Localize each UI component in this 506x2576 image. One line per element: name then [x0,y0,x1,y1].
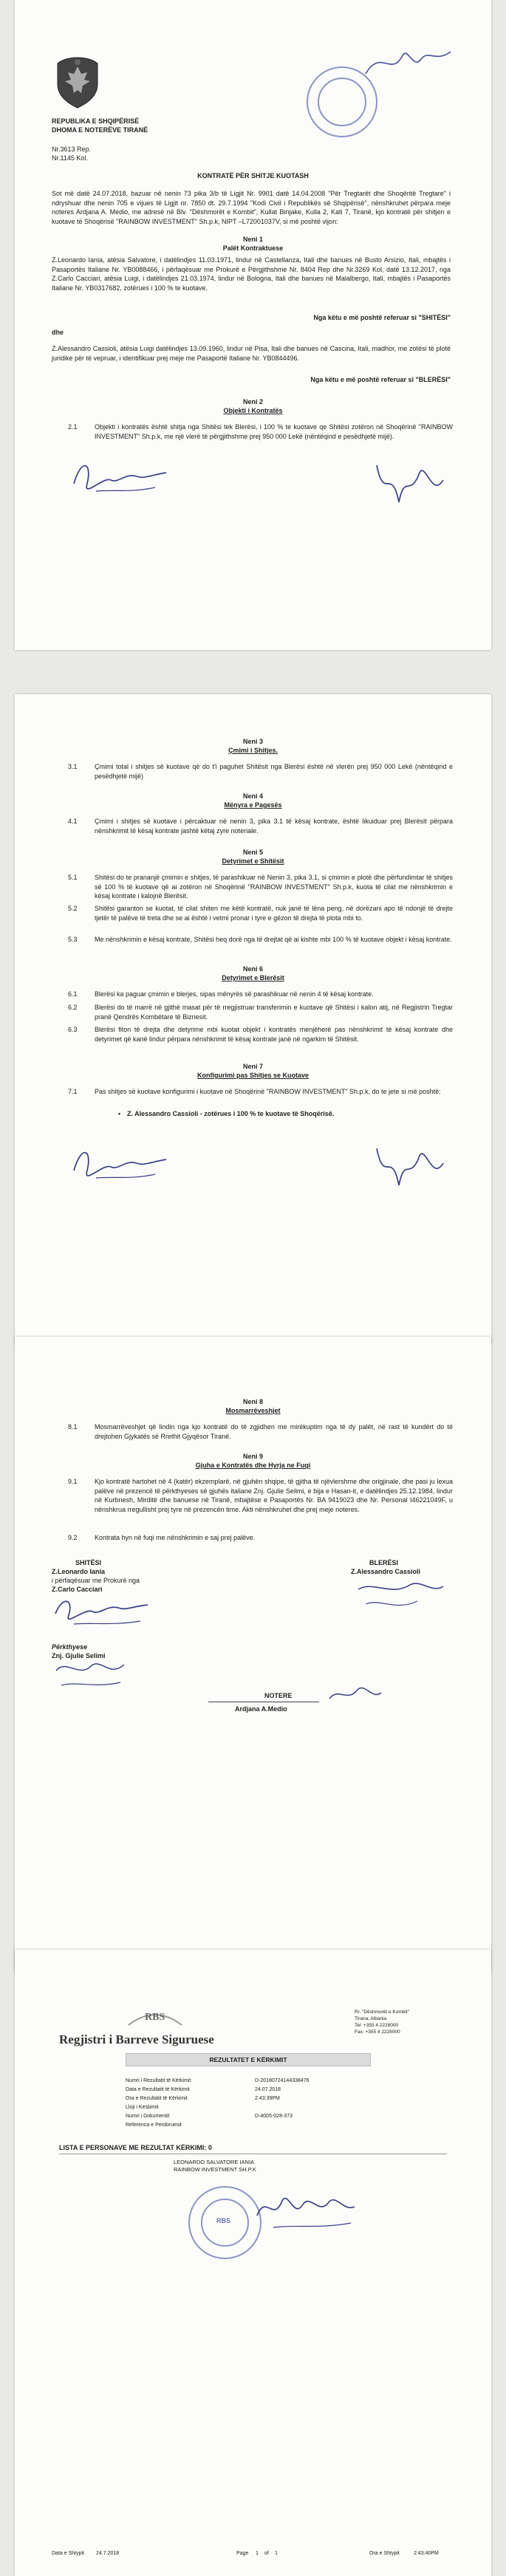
address-line: Rr. "Dëshmorët e Kombit" [355,2010,409,2015]
buyer-reference: Nga këtu e më poshtë referuar si "BLERËSI" [310,376,451,383]
clause-2-1-number: 2.1 [68,423,78,431]
party-seller-description: Z.Leonardo Iania, atësia Salvatore, i datëlindjes 11.03.1971, lindur në Castellanza, Itali dhe banues në Busto Arsizio, Itali, mbajtës i Pasaportës Italiane Nr. YB0088466, i përfaqësuar me Prokurë e Përgjithshme Nr. 8404 Rep dhe Nr.3269 Kol, datë 13.12.2017, nga Z.Carlo Cacciari, atësia Luigi, i datëlindjes 21.03.1974, lindur në Bologna, Itali dhe banues në Malalbergo, Itali, mbajtës i Pasaportës Italiane Nr. YB0317682, zotërues i 100 % te kuotave. [52,256,451,292]
contract-page-1 [15,0,491,650]
rbs-logo-text: RBS [145,2012,165,2023]
detail-value: 24.07.2018 [255,2087,281,2092]
page-of-label: of [264,2551,269,2556]
kol-number: Nr.1145 Kol. [52,154,88,162]
rep-number: Nr.3613 Rep. [52,145,92,153]
clause-3-1-number: 3.1 [68,763,78,770]
detail-label: Referenca e Perdoruesit [126,2123,182,2128]
article-7-heading: Neni 7 [242,1063,263,1070]
search-result-details [126,2077,392,2130]
buyer-name: Z.Alessandro Cassioli [351,1568,421,1575]
detail-row [126,2121,392,2130]
article-6-heading: Neni 6 [242,965,263,973]
article-8-heading: Neni 8 [242,1398,263,1405]
print-time-label: Ora e Shtypit [369,2551,400,2556]
translator-signature [50,1656,139,1696]
clause-2-1-text: Objekti i kontratës është shitja nga Shitësi tek Blerësi, i 100 % te kuotave qe Shitësi zotëron në Shoqërinë "RAINBOW INVESTMENT" Sh.p.k, me një vlerë të përgjithshme prej 950 000 Lekë (nëntëqind e pesëdhjetë mijë). [95,423,453,440]
clause-5-1-text: Shitësi do te prananjë çmimin e shitjes, të parashikuar në Nenin 3, pika 3.1, si çmimin e plotë dhe përfundimtar të shitjes së 100 % të kuotave që ai zotëron në Shoqërinë "RAINBOW INVESTMENT" Sh.p.k, kuota të cilat me nënshkrimin e kësaj kontrate i kalojnë Blerësit. [95,874,453,900]
searched-company: RAINBOW INVESTMENT SH.P.K [174,2166,256,2173]
clause-6-3-text: Blerësi fiton të drejta dhe detyrime mbi kuotat objekt i kontratës menjëherë pas nënshkrimit të kësaj kontrate dhe detyrimet që kanë lindur përpara nënshkrimit të kësaj kontrate janë në ngarkim të Shitësit. [95,1026,453,1043]
and-connector: dhe [52,329,64,336]
detail-value: D-20180724144338476 [255,2078,310,2083]
clause-5-3-text: Me nënshkrimin e kësaj kontrate, Shitësi heq dorë nga të drejtat që ai kishte mbi 100 % të kuotave objekt i kësaj kontrate. [95,936,452,943]
clause-7-1-number: 7.1 [68,1088,78,1095]
notary-signature-top [362,41,458,85]
clause-5-1-number: 5.1 [68,874,78,881]
article-8-title: Mosmarrëveshjet [225,1407,281,1414]
detail-row [126,2112,392,2121]
contract-page-3 [15,1337,491,1972]
notary-name: Ardjana A.Medio [235,1705,287,1713]
buyer-signature-page-3 [351,1575,447,1619]
detail-label: Lloji i Kesbimit [126,2105,159,2110]
detail-row [126,2086,392,2094]
detail-label: Data e Rezultatit të Kërkimit [126,2087,190,2092]
article-1-title: Palët Kontraktuese [222,244,284,252]
contract-intro: Sot më datë 24.07.2018, bazuar në nenin 73 pika 3/b të Ligjit Nr. 9901 datë 14.04.2008 "Për Tregtarët dhe Shoqëritë Tregtare" i ndryshuar dhe nenin 705 e vijues të Ligjit nr. 7850 dt. 29.7.1994 "Kodi Civil i Republikës së Shqipërisë", nënshkruhet përpara meje noteres Ardjana A. Medio, me adresë në Blv. "Dëshmorët e Kombit", Kullat Binjake, Kulla 2, Kati 7, Tiranë, kjo kontratë për shitjen e kuotave të Shoqërisë "RAINBOW INVESTMENT" Sh.p.k, NIPT –L72001037V, si më poshtë vijon: [52,190,451,225]
page-number: 1 [256,2551,259,2556]
clause-9-1-text: Kjo kontratë hartohet në 4 (katër) ekzemplarë, në gjuhën shqipe, të gjitha të njëvlershme dhe origjinale, dhe pasi ju lexua palëve në prezencë të përkthyeses së gjuhës italiane Znj. Gjulie Selimi, e bija e Hasan-it, e datëlindjes 25.12.1984, lindur në Kurbnesh, Mirditë dhe banuese në Tiranë, mbajtëse e Pasaportës Nr. BA 9419023 dhe Nr. Personal I46221049F, u nënshkrua rregullisht prej tyre në prezencën time. Akti nënshkruhet dhe prej meje noteres. [95,1478,453,1513]
print-date-label: Data e Shtypit [52,2551,84,2556]
detail-label: Numri i Dokumentit [126,2114,170,2119]
clause-7-1-text: Pas shitjes së kuotave konfigurimi i kuotave në Shoqërinë "RAINBOW INVESTMENT" Sh.p.k, do te jete si më poshtë: [95,1088,441,1095]
persons-list-title: LISTA E PERSONAVE ME REZULTAT KËRKIMI: 0 [59,2144,212,2151]
detail-value: D-4005-028-373 [255,2114,293,2119]
article-4-heading: Neni 4 [242,792,263,800]
article-3-title: Çmimi i Shitjes. [228,747,278,754]
clause-6-3-number: 6.3 [68,1026,78,1033]
seller-proxy-name: Z.Carlo Cacciari [52,1586,103,1593]
detail-row [126,2077,392,2086]
clause-6-1-number: 6.1 [68,990,78,998]
article-9-heading: Neni 9 [242,1453,263,1460]
contract-page-2 [15,694,491,1344]
article-3-heading: Neni 3 [242,738,263,745]
article-4-title: Mënyra e Pagesës [224,801,282,809]
albanian-eagle-emblem-icon [52,52,103,109]
clause-5-2-text: Shitësi garanton se kuotat, të cilat shiten me këtë kontratë, nuk janë të lëna peng, në dorëzani apo të ndonjë të drejte tjetër të palëve të treta dhe se ai është i vetmi pronar i tyre e gëzon të drejta të plota mbi to. [95,905,453,922]
rbs-stamp-text: RBS [216,2217,230,2224]
seller-signature-page-1 [66,454,177,506]
registry-title: Regjistri i Barreve Siguruese [59,2032,214,2046]
article-2-heading: Neni 2 [242,398,263,405]
article-5-title: Detyrimet e Shitësit [222,857,284,865]
clause-8-1-text: Mosmarrëveshjet që lindin nga kjo kontratë do të zgjidhen me mirëkuptim nga të dy palët, në rast të kundërt do të drejtohen Gjykatës së Rrethit Gjyqësor Tiranë. [95,1423,453,1440]
notary-heading: NOTERE [264,1692,293,1699]
page-label: Page [236,2551,249,2556]
page-total: 1 [275,2551,278,2556]
clause-6-2-text: Blerësi do të marrë në gjithë masat për të rregjistruar transferimin e kuotave që Shitësi i kalon atij, në Regjistrin Tregtar pranë Qendrës Kombëtare të Biznesit. [95,1004,453,1021]
article-6-title: Detyrimet e Blerësit [222,974,284,982]
article-1-heading: Neni 1 [242,236,263,243]
clause-4-1-number: 4.1 [68,818,78,825]
notary-signature-page-3 [325,1679,384,1709]
bullet-marker: • [118,1110,121,1117]
article-9-title: Gjuha e Kontratës dhe Hyrja ne Fuqi [195,1462,311,1469]
searched-person: LEONARDO SALVATORE IANIA [174,2159,255,2165]
clause-8-1-number: 8.1 [68,1423,78,1431]
seller-signature-page-2 [66,1141,177,1193]
detail-row [126,2103,392,2112]
print-date: 24.7.2018 [96,2551,120,2556]
chamber-name: DHOMA E NOTERËVE TIRANË [52,126,148,134]
seller-name: Z.Leonardo Iania [52,1568,106,1575]
article-5-heading: Neni 5 [242,849,263,856]
translator-name: Znj. Gjulie Selimi [52,1652,106,1659]
address-line: Tel: +355 4 2228000 [355,2023,399,2028]
detail-value: 2:43:39PM [255,2096,280,2101]
registry-address [355,2009,409,2035]
party-buyer-description: Z.Alessandro Cassioli, atësia Luigi datëlindjes 13.09.1960, lindur në Pisa, Itali dhe banues në Cascina, Itali, madhor, me zotësi të plotë juridike për të vepruar, i identifikuar prej meje me Pasaportë Italiane Nr. YB0844496. [52,345,451,362]
clause-3-1-text: Çmimi total i shitjes së kuotave që do t'i paguhet Shitësit nga Blerësi është në vlerën prej 950 000 Lekë (nëntëqind e pesëdhjetë mijë) [95,763,453,780]
detail-label: Ora e Rezultatit të Kërkimit [126,2096,188,2101]
buyer-signature-page-1 [362,458,451,513]
clause-6-1-text: Blerësi ka paguar çmimin e blerjes, sipas mënyrës së parashikuar në nenin 4 të kësaj kontrate. [95,990,374,998]
clause-9-2-text: Kontrata hyn në fuqi me nënshkrimin e saj prej palëve. [95,1534,256,1541]
contract-title: KONTRATË PËR SHITJE KUOTASH [197,172,309,179]
configuration-bullet: Z. Alessandro Cassioli - zotërues i 100 % te kuotave të Shoqërisë. [127,1110,335,1117]
results-title: REZULTATET E KËRKIMIT [209,2056,287,2063]
seller-heading: SHITËSI [75,1559,102,1566]
registry-result-page [15,1950,491,2576]
detail-row [126,2094,392,2103]
clause-9-2-number: 9.2 [68,1534,78,1541]
clause-5-2-number: 5.2 [68,905,78,912]
translator-heading: Përkthyese [52,1643,88,1651]
clause-9-1-number: 9.1 [68,1478,78,1485]
detail-label: Numri i Rezultatit të Kërkimit [126,2078,191,2083]
state-name: REPUBLIKA E SHQIPËRISË [52,117,140,125]
notary-seal-inner-ring [318,78,366,126]
registry-officer-signature [251,2186,362,2238]
seller-proxy-note: i përfaqësuar me Prokurë nga [52,1577,140,1584]
article-2-title: Objekti i Kontratës [223,407,283,414]
clause-5-3-number: 5.3 [68,936,78,943]
address-line: Tirana, Albania [355,2016,387,2021]
buyer-heading: BLERËSI [369,1559,399,1566]
buyer-signature-page-2 [362,1141,451,1196]
clause-4-1-text: Çmimi i shitjes së kuotave i përcaktuar në nenin 3, pika 3.1 të kësaj kontrate, është likuiduar prej Blerësit përpara nënshkrimit të kësaj kontrate jashtë këtaj zyre noteriale. [95,818,453,835]
seller-signature-page-3 [48,1592,159,1632]
print-time: 2:43:40PM [414,2551,439,2556]
clause-6-2-number: 6.2 [68,1004,78,1011]
article-7-title: Konfigurimi pas Shitjes se Kuotave [196,1072,310,1079]
results-title-bar [126,2053,371,2066]
seller-reference: Nga këtu e më poshtë referuar si "SHITËSI" [313,314,451,321]
address-line: Fax: +355 4 2228000 [355,2029,400,2035]
